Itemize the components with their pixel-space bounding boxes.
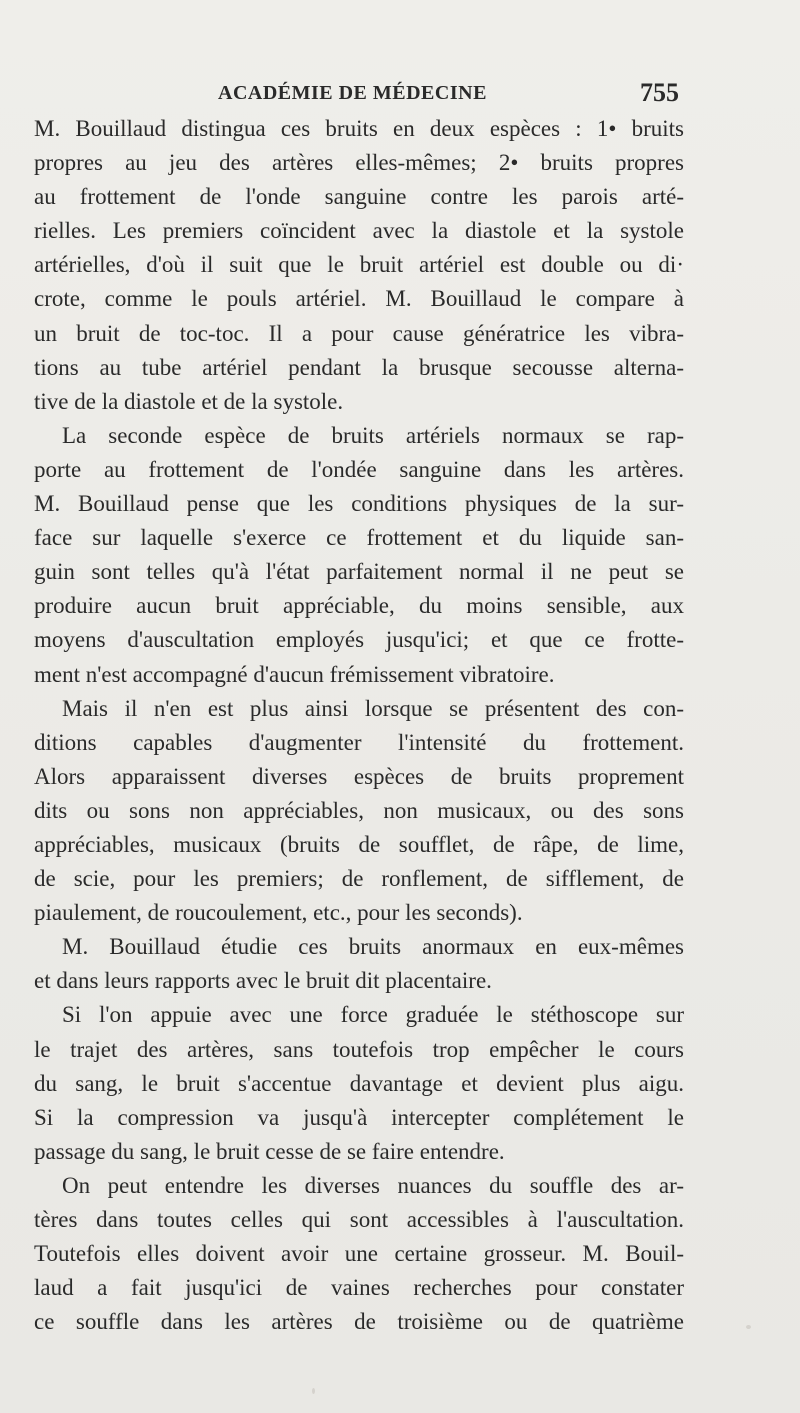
text-line: face sur laquelle s'exerce ce frottement et du liquide san- — [34, 525, 684, 551]
paper-blemish — [746, 1325, 751, 1329]
page-number: 755 — [640, 78, 679, 107]
text-line: passage du sang, le bruit cesse de se faire entendre. — [34, 1138, 505, 1164]
text-line: et dans leurs rapports avec le bruit dit placentaire. — [34, 968, 492, 994]
text-line: crote, comme le pouls artériel. M. Bouillaud le compare à — [34, 286, 684, 312]
text-line: M. Bouillaud pense que les conditions physiques de la sur- — [34, 491, 684, 517]
text-line: Mais il n'en est plus ainsi lorsque se présentent des con- — [62, 695, 684, 721]
text-line: ment n'est accompagné d'aucun frémissement vibratoire. — [34, 661, 555, 687]
text-line: M. Bouillaud étudie ces bruits anormaux en eux-mêmes — [62, 934, 684, 960]
text-line: le trajet des artères, sans toutefois trop empêcher le cours — [34, 1036, 684, 1062]
text-line: dits ou sons non appréciables, non musicaux, ou des sons — [34, 797, 684, 823]
text-line: Alors apparaissent diverses espèces de bruits proprement — [34, 763, 684, 789]
text-line: On peut entendre les diverses nuances du souffle des ar- — [62, 1172, 684, 1198]
text-line: du sang, le bruit s'accentue davantage et devient plus aigu. — [34, 1070, 684, 1096]
text-line: tères dans toutes celles qui sont accessibles à l'auscultation. — [34, 1207, 684, 1232]
text-line: ce souffle dans les artères de troisième ou de quatrième — [34, 1309, 684, 1335]
body-text — [34, 112, 684, 1339]
text-line: produire aucun bruit appréciable, du moins sensible, aux — [34, 593, 684, 619]
text-line: au frottement de l'onde sanguine contre les parois arté- — [34, 184, 684, 210]
page-header — [0, 76, 800, 112]
text-line: guin sont telles qu'à l'état parfaitement normal il ne peut se — [34, 559, 684, 585]
text-line: un bruit de toc-toc. Il a pour cause génératrice les vibra- — [34, 320, 684, 346]
text-line: Toutefois elles doivent avoir une certaine grosseur. M. Bouil- — [34, 1241, 684, 1267]
text-line: Si l'on appuie avec une force graduée le stéthoscope sur — [62, 1002, 684, 1028]
text-line: Si la compression va jusqu'à intercepter complétement le — [34, 1104, 684, 1130]
text-line: piaulement, de roucoulement, etc., pour les seconds). — [34, 900, 523, 926]
text-line: porte au frottement de l'ondée sanguine dans les artères. — [34, 456, 684, 482]
running-head: ACADÉMIE DE MÉDECINE — [218, 82, 487, 104]
text-line: propres au jeu des artères elles-mêmes; 2• bruits propres — [34, 150, 684, 176]
text-line: rielles. Les premiers coïncident avec la diastole et la systole — [34, 218, 684, 244]
text-line: laud a fait jusqu'ici de vaines recherches pour constater — [34, 1275, 684, 1301]
text-line: artérielles, d'où il suit que le bruit artériel est double ou di· — [34, 252, 684, 278]
text-line: appréciables, musicaux (bruits de soufflet, de râpe, de lime, — [34, 831, 684, 857]
text-line: La seconde espèce de bruits artériels normaux se rap- — [62, 422, 684, 448]
text-line: M. Bouillaud distingua ces bruits en deux espèces : 1• bruits — [34, 116, 684, 141]
text-line: moyens d'auscultation employés jusqu'ici; et que ce frotte- — [34, 627, 684, 653]
text-line: tive de la diastole et de la systole. — [34, 388, 344, 414]
paper-blemish — [640, 1280, 643, 1283]
text-line: ditions capables d'augmenter l'intensité du frottement. — [34, 729, 684, 755]
paper-blemish — [312, 1388, 315, 1394]
text-line: tions au tube artériel pendant la brusque secousse alterna- — [34, 354, 684, 380]
text-line: de scie, pour les premiers; de ronflement, de sifflement, de — [34, 866, 684, 892]
